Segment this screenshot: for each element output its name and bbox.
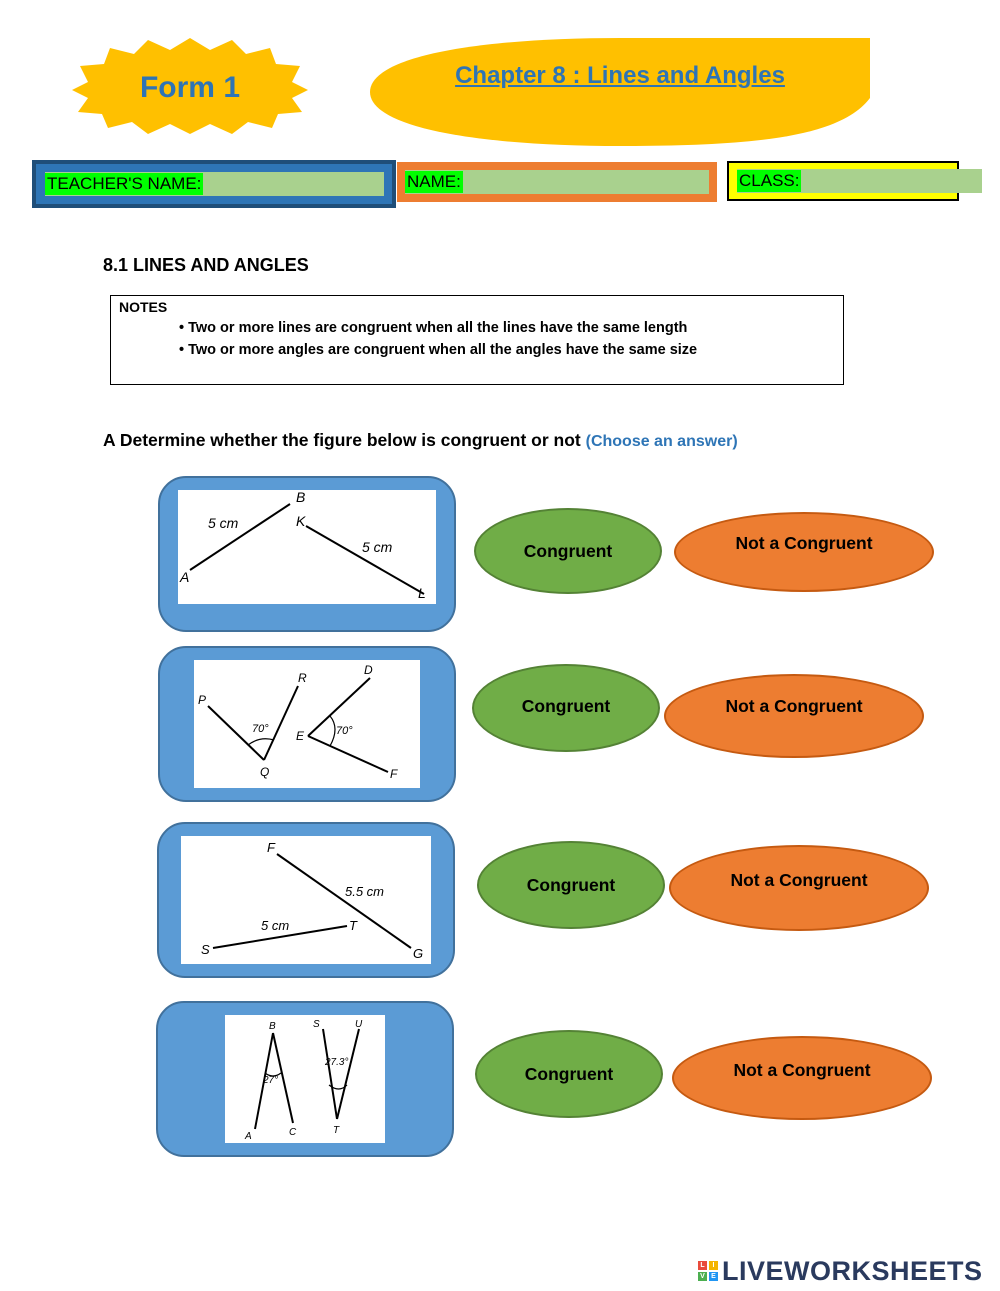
liveworksheets-logo xyxy=(698,1256,983,1286)
figure-label: S xyxy=(313,1019,320,1030)
notes-item: • Two or more angles are congruent when all the angles have the same size xyxy=(179,342,698,358)
line-segments-diagram xyxy=(181,836,431,964)
class-box xyxy=(727,161,959,201)
chapter-banner xyxy=(370,38,870,146)
class-label: CLASS: xyxy=(739,171,800,190)
figure-label: A xyxy=(180,569,190,585)
congruent-button-2[interactable]: Congruent xyxy=(472,664,660,752)
angles-diagram xyxy=(194,660,420,788)
figure-image-2 xyxy=(194,660,420,788)
chapter-banner-shape xyxy=(370,38,870,146)
figure-label: A xyxy=(245,1131,252,1142)
student-name-box xyxy=(397,162,717,202)
congruent-button-3[interactable]: Congruent xyxy=(477,841,665,929)
figure-label: 5 cm xyxy=(362,539,393,555)
figure-label: K xyxy=(296,513,306,529)
teacher-name-input[interactable] xyxy=(203,171,384,197)
figure-label: 5.5 cm xyxy=(345,884,385,899)
congruent-button-4[interactable]: Congruent xyxy=(475,1030,663,1118)
figure-label: P xyxy=(198,693,207,707)
figure-label: C xyxy=(289,1127,297,1138)
figure-label: 27° xyxy=(263,1075,279,1086)
figure-label: T xyxy=(333,1125,340,1136)
not-congruent-button-2[interactable]: Not a Congruent xyxy=(664,674,924,758)
figure-label: G xyxy=(413,946,424,961)
figure-label: B xyxy=(269,1021,276,1032)
logo-text: LIVEWORKSHEETS xyxy=(722,1255,983,1286)
figure-label: F xyxy=(390,767,398,781)
figure-label: 70° xyxy=(252,723,269,735)
figure-label: S xyxy=(201,942,210,957)
figure-label: 5 cm xyxy=(208,515,239,531)
notes-item: • Two or more lines are congruent when all the lines have the same length xyxy=(179,320,688,336)
form-badge xyxy=(72,38,308,134)
figure-label: R xyxy=(298,671,307,685)
figure-label: L xyxy=(418,585,426,601)
figure-label: T xyxy=(349,918,357,933)
student-name-label: NAME: xyxy=(407,172,461,191)
notes-title: NOTES xyxy=(119,299,168,315)
not-congruent-button-4[interactable]: Not a Congruent xyxy=(672,1036,932,1120)
figure-label: B xyxy=(296,490,306,505)
figure-image-4 xyxy=(225,1015,385,1143)
logo-letter: V xyxy=(698,1272,707,1281)
form-label: Form 1 xyxy=(139,71,241,104)
not-congruent-button-1[interactable]: Not a Congruent xyxy=(674,512,934,592)
figure-label: U xyxy=(355,1019,363,1030)
figure-label: F xyxy=(267,840,275,855)
line-segments-diagram xyxy=(178,490,436,604)
chapter-title: Chapter 8 : Lines and Angles xyxy=(455,62,785,89)
teacher-name-field[interactable] xyxy=(45,172,384,196)
question-hint: (Choose an answer) xyxy=(585,433,738,450)
logo-grid-icon xyxy=(698,1261,718,1281)
class-input[interactable] xyxy=(801,168,982,194)
figure-label: 5 cm xyxy=(261,918,290,933)
teacher-name-box xyxy=(32,160,396,208)
figure-label: 27.3° xyxy=(325,1057,349,1068)
section-title: 8.1 LINES AND ANGLES xyxy=(103,255,309,275)
class-field[interactable] xyxy=(737,169,982,193)
teacher-name-label: TEACHER'S NAME: xyxy=(47,174,202,193)
figure-label: D xyxy=(364,663,373,677)
figure-image-1 xyxy=(178,490,436,604)
not-congruent-button-3[interactable]: Not a Congruent xyxy=(669,845,929,931)
logo-letter: I xyxy=(709,1261,718,1270)
notes-box xyxy=(110,295,844,385)
student-name-input[interactable] xyxy=(463,169,709,195)
figure-label: E xyxy=(296,729,305,743)
question-text: A Determine whether the figure below is congruent or not xyxy=(103,430,581,450)
question-prompt xyxy=(103,430,738,451)
figure-image-3 xyxy=(181,836,431,964)
student-name-field[interactable] xyxy=(405,170,709,194)
angles-diagram xyxy=(225,1015,385,1143)
figure-label: 70° xyxy=(336,725,353,737)
figure-label: Q xyxy=(260,765,270,779)
congruent-button-1[interactable]: Congruent xyxy=(474,508,662,594)
logo-letter: E xyxy=(709,1272,718,1281)
logo-letter: L xyxy=(698,1261,707,1270)
